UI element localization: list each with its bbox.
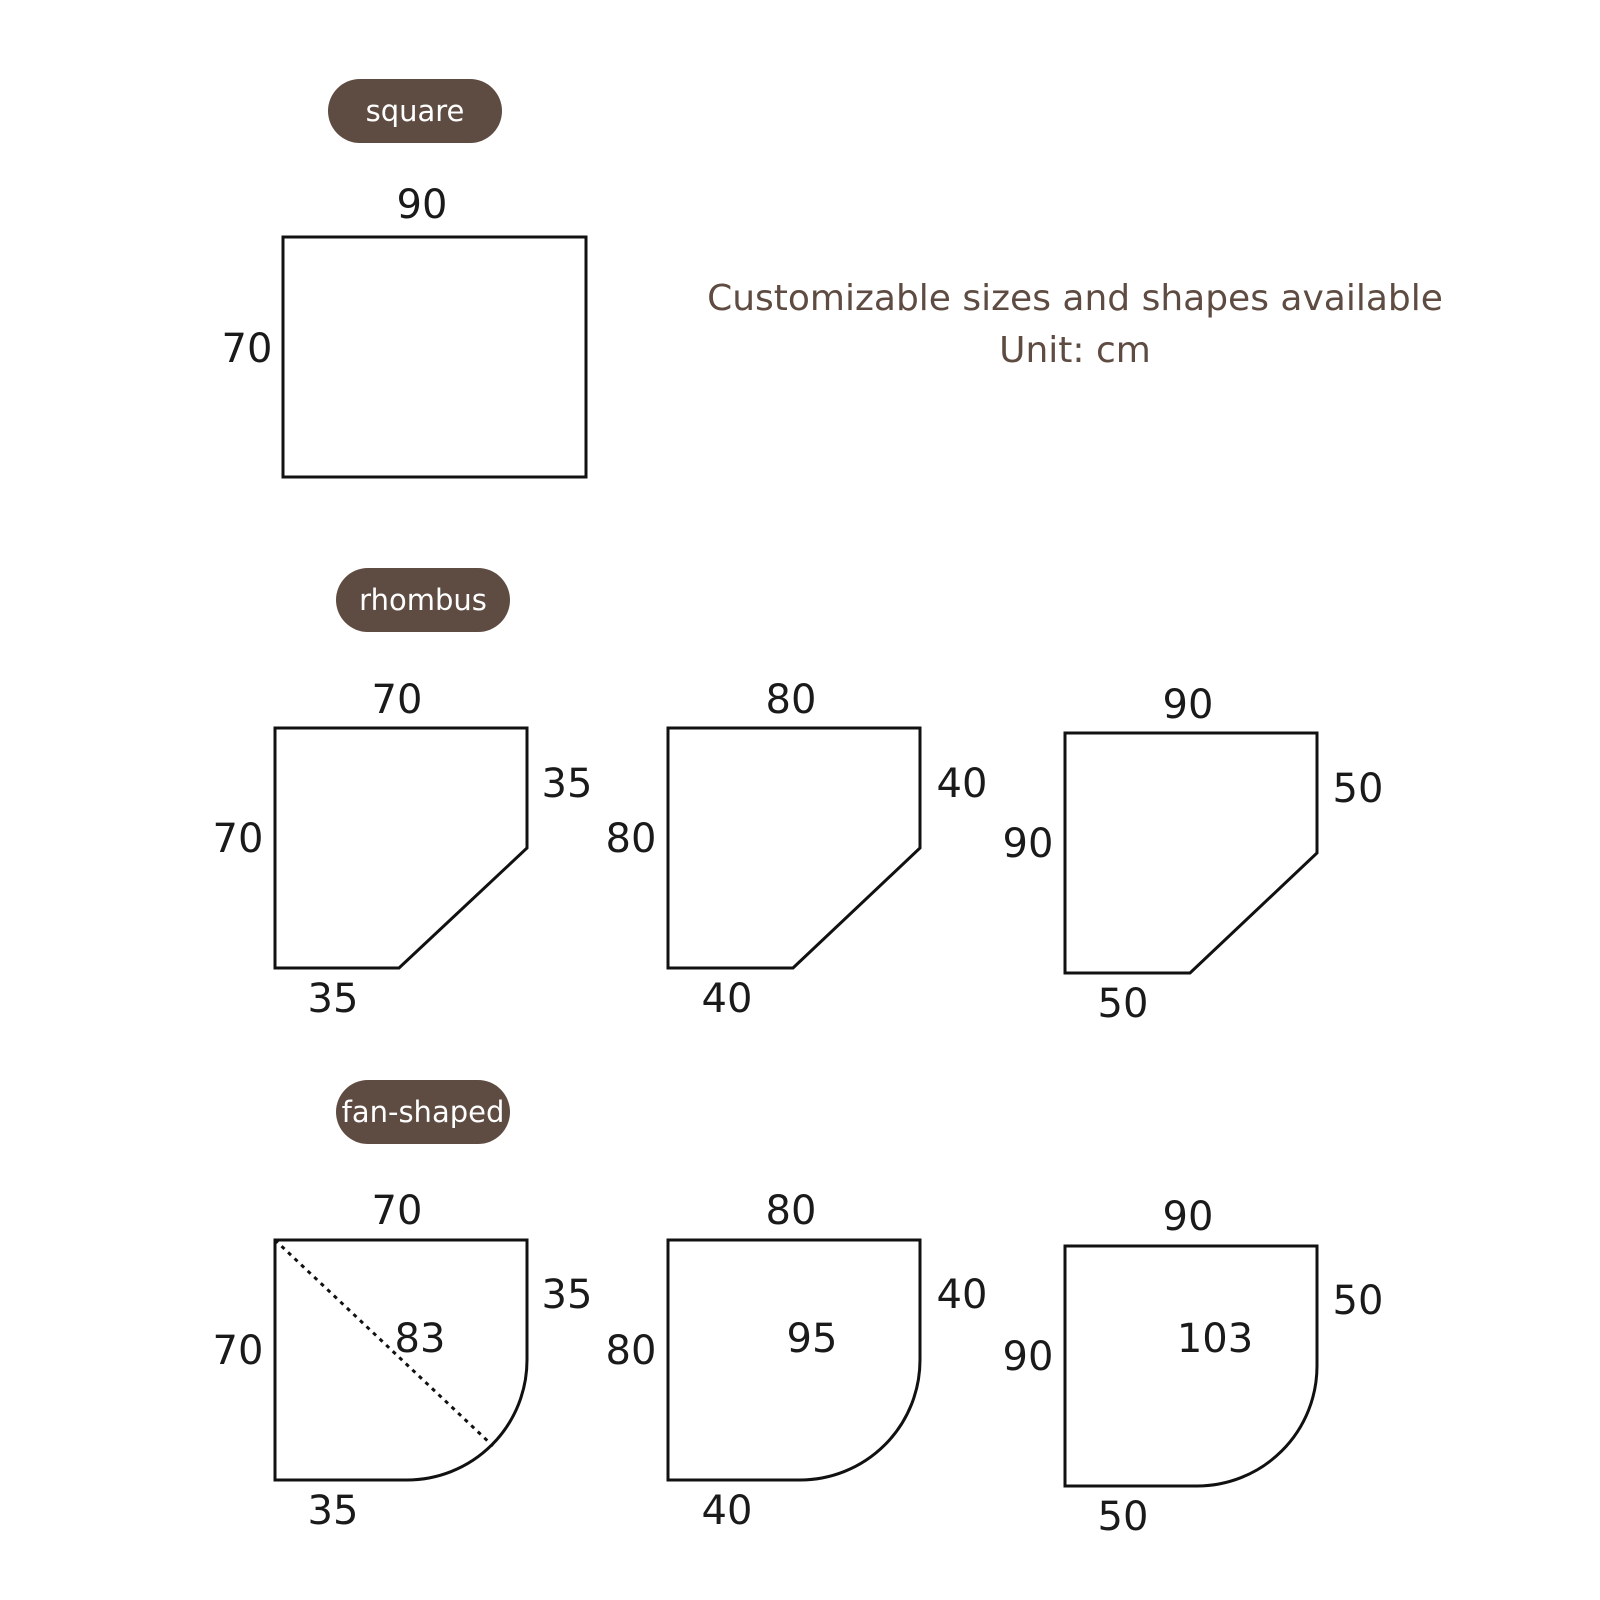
rhombus-bottom-dimension: 40 xyxy=(701,976,753,1022)
section-label-square: square xyxy=(328,79,502,143)
fan-right-dimension: 50 xyxy=(1332,1278,1384,1324)
rhombus-diagram-3 xyxy=(1003,682,1384,1027)
fan-top-dimension: 80 xyxy=(765,1188,817,1234)
rhombus-left-dimension: 80 xyxy=(605,816,657,862)
fan-diagonal-dimension: 83 xyxy=(394,1316,446,1362)
rhombus-bottom-dimension: 50 xyxy=(1097,981,1149,1027)
rhombus-right-dimension: 35 xyxy=(541,761,593,807)
fan-right-dimension: 40 xyxy=(936,1272,988,1318)
rhombus-bottom-dimension: 35 xyxy=(307,976,359,1022)
rhombus-diagram-2 xyxy=(606,677,988,1022)
square-left-dimension: 70 xyxy=(221,326,273,372)
fan-left-dimension: 90 xyxy=(1002,1334,1054,1380)
rhombus-top-dimension: 70 xyxy=(371,677,423,723)
fan-bottom-dimension: 35 xyxy=(307,1488,359,1534)
unit-note: Unit: cm xyxy=(999,330,1151,371)
fan-top-dimension: 90 xyxy=(1162,1194,1214,1240)
rhombus-right-dimension: 40 xyxy=(936,761,988,807)
fan-left-dimension: 80 xyxy=(605,1328,657,1374)
fan-diagram-1 xyxy=(213,1188,593,1534)
rhombus-left-dimension: 90 xyxy=(1002,821,1054,867)
fan-diagram-2 xyxy=(606,1188,988,1534)
customizable-note: Customizable sizes and shapes available xyxy=(707,278,1443,319)
fan-right-dimension: 35 xyxy=(541,1272,593,1318)
square-top-dimension: 90 xyxy=(396,182,448,228)
rhombus-outline xyxy=(1065,733,1317,973)
fan-top-dimension: 70 xyxy=(371,1188,423,1234)
square-diagram xyxy=(222,182,586,477)
square-outline xyxy=(283,237,586,477)
fan-left-dimension: 70 xyxy=(212,1328,264,1374)
fan-bottom-dimension: 40 xyxy=(701,1488,753,1534)
rhombus-right-dimension: 50 xyxy=(1332,766,1384,812)
section-label-rhombus: rhombus xyxy=(336,568,510,632)
fan-bottom-dimension: 50 xyxy=(1097,1494,1149,1540)
fan-diagonal-dimension: 95 xyxy=(786,1316,838,1362)
fan-diagonal-line xyxy=(275,1240,493,1446)
rhombus-top-dimension: 80 xyxy=(765,677,817,723)
rhombus-outline xyxy=(275,728,527,968)
fan-diagonal-dimension: 103 xyxy=(1176,1316,1254,1362)
rhombus-outline xyxy=(668,728,920,968)
fan-diagram-3 xyxy=(1003,1194,1384,1540)
rhombus-top-dimension: 90 xyxy=(1162,682,1214,728)
rhombus-diagram-1 xyxy=(213,677,593,1022)
rhombus-left-dimension: 70 xyxy=(212,816,264,862)
fan-outline xyxy=(1065,1246,1317,1486)
section-label-fan-shaped: fan-shaped xyxy=(336,1080,510,1144)
